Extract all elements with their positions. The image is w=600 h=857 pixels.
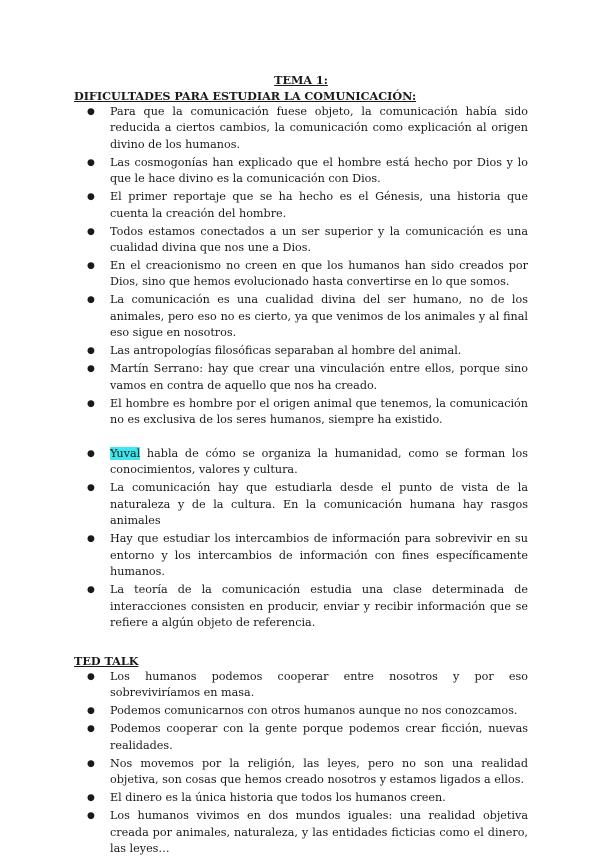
list-item: ● La comunicación es una cualidad divina del ser humano, no de los animales, pero eso no es cierto, ya que venimos de los animales y al final eso sigue en nosotros.	[87, 293, 528, 340]
list-item: ● El primer reportaje que se ha hecho es el Génesis, una historia que cuenta la creación del hombre.	[87, 190, 528, 220]
list-item: ● Podemos comunicarnos con otros humanos aunque no nos conozcamos.	[74, 703, 528, 719]
bullet-icon: ●	[87, 724, 95, 735]
bullet-icon: ●	[87, 449, 95, 460]
bullet-icon: ●	[87, 295, 95, 306]
list-item: ● Los humanos vivimos en dos mundos iguales: una realidad objetiva creada por animales, naturaleza, y las entidades ficticias como el dinero, las leyes…	[87, 809, 528, 855]
bullet-icon: ●	[87, 398, 95, 409]
list-item: ● Las antropologías filosóficas separaban al hombre del animal.	[74, 343, 528, 359]
bullet-list-dificultades	[74, 104, 528, 428]
bullet-icon: ●	[87, 585, 95, 596]
bullet-list-yuval	[74, 446, 528, 631]
bullet-icon: ●	[87, 346, 95, 357]
list-item: ● El dinero es la única historia que todos los humanos creen.	[74, 790, 528, 806]
bullet-icon: ●	[87, 706, 95, 717]
list-item: ● La teoría de la comunicación estudia una clase determinada de interacciones consisten en producir, enviar y recibir información que se refiere a algún objeto de referencia.	[87, 583, 528, 629]
list-item: ● Todos estamos conectados a un ser superior y la comunicación es una cualidad divina que nos une a Dios.	[87, 224, 528, 255]
list-item: ● Martín Serrano: hay que crear una vinculación entre ellos, porque sino vamos en contra de aquello que nos ha creado.	[87, 362, 528, 392]
bullet-icon: ●	[87, 226, 95, 237]
bullet-icon: ●	[87, 192, 95, 203]
bullet-icon: ●	[87, 534, 95, 545]
page-title: TEMA 1:	[274, 73, 328, 87]
bullet-icon: ●	[87, 261, 95, 272]
list-item: ● En el creacionismo no creen en que los humanos han sido creados por Dios, sino que hemos evolucionado hasta convertirse en lo que somos.	[87, 259, 528, 289]
bullet-icon: ●	[87, 793, 95, 804]
list-item: ● Las cosmogonías han explicado que el hombre está hecho por Dios y lo que le hace divino es la comunicación con Dios.	[87, 155, 528, 186]
bullet-icon: ●	[87, 157, 95, 168]
list-item: ● Podemos cooperar con la gente porque podemos crear ficción, nuevas realidades.	[87, 722, 528, 752]
highlighted-word: Yuval	[110, 447, 141, 461]
bullet-icon: ●	[87, 811, 95, 822]
bullet-icon: ●	[87, 107, 95, 117]
list-item: ● Los humanos podemos cooperar entre nosotros y por eso sobreviviríamos en masa.	[87, 669, 528, 700]
list-item: ● Hay que estudiar los intercambios de información para sobrevivir en su entorno y los intercambios de información con fines específicamente humanos.	[87, 532, 528, 579]
list-item: ● El hombre es hombre por el origen animal que tenemos, la comunicación no es exclusiva de los seres humanos, siempre ha existido.	[87, 396, 528, 427]
list-item: ● Nos movemos por la religión, las leyes, pero no son una realidad objetiva, son cosas que hemos creado nosotros y estamos ligados a ellos.	[87, 756, 528, 787]
bullet-icon: ●	[87, 483, 95, 494]
section-heading-dificultades: DIFICULTADES PARA ESTUDIAR LA COMUNICACIÓN:	[74, 89, 417, 103]
list-item: ● Yuval habla de cómo se organiza la humanidad, como se forman los conocimientos, valores y cultura.	[87, 447, 528, 477]
bullet-icon: ●	[87, 671, 95, 682]
bullet-icon: ●	[87, 364, 95, 375]
list-item: ● Para que la comunicación fuese objeto, la comunicación había sido reducida a ciertos cambios, la comunicación como explicación al origen divino de los humanos.	[87, 105, 528, 151]
list-item: ● La comunicación hay que estudiarla desde el punto de vista de la naturaleza y de la cultura. En la comunicación humana hay rasgos animales	[87, 481, 528, 528]
bullet-icon: ●	[87, 758, 95, 769]
bullet-list-ted-talk	[74, 669, 528, 857]
blank-line	[74, 430, 528, 446]
blank-line	[74, 633, 528, 653]
section-heading-ted-talk: TED TALK	[74, 653, 139, 668]
